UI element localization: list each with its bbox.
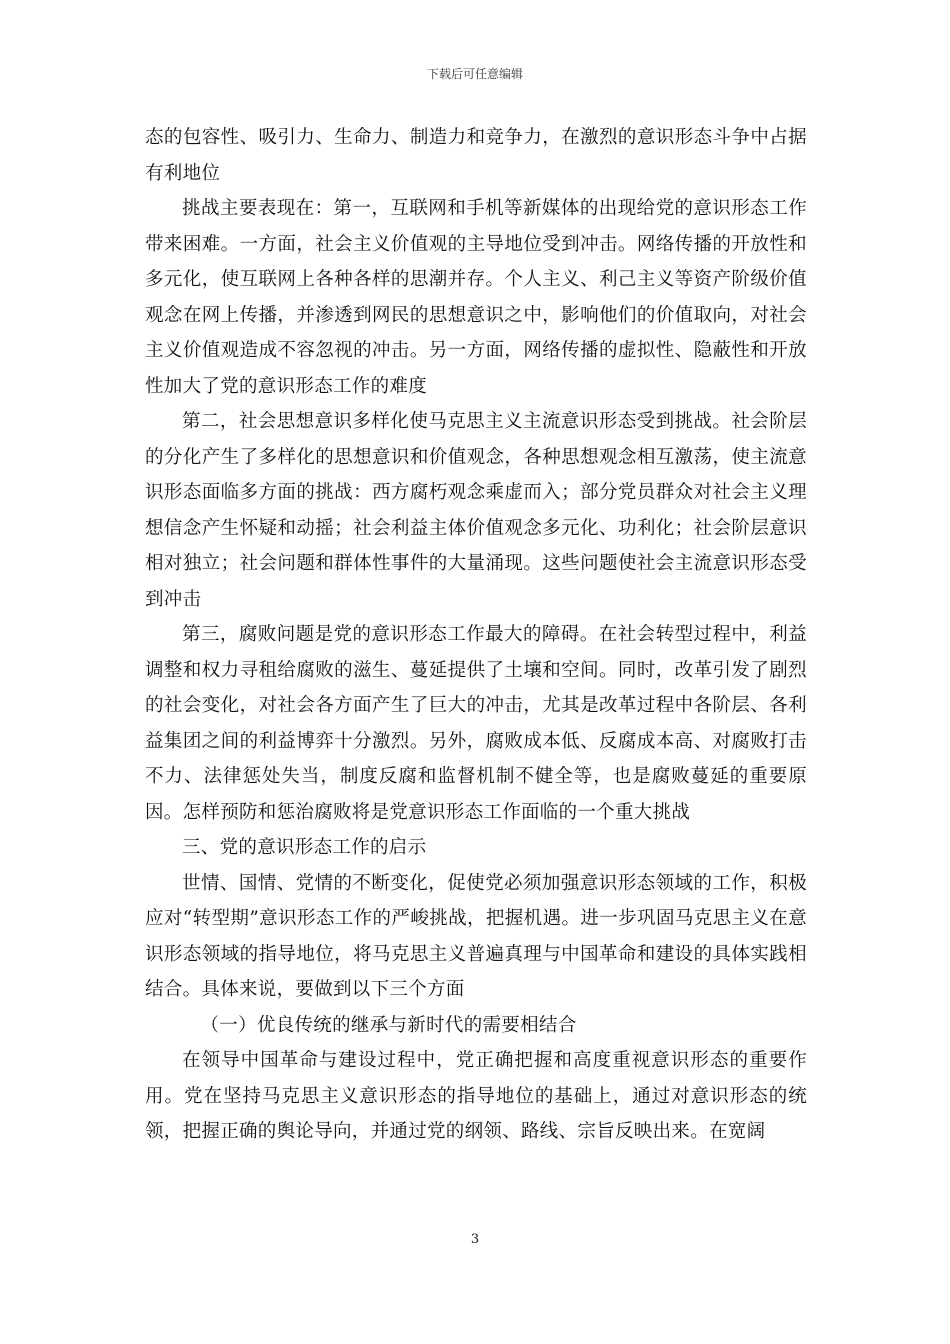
paragraph-challenges-intro: 挑战主要表现在：第一，互联网和手机等新媒体的出现给党的意识形态工作带来困难。一方面，社会主义价值观的主导地位受到冲击。网络传播的开放性和多元化，使互联网上各种各样的思潮并存。个人主义、利己主义等资产阶级价值观念在网上传播，并渗透到网民的思想意识之中，影响他们的价值取向，对社会主义价值观造成不容忽视的冲击。另一方面，网络传播的虚拟性、隐蔽性和开放性加大了党的意识形态工作的难度 — [145, 198, 807, 397]
page-number: 3 — [470, 1232, 480, 1247]
document-body — [145, 120, 807, 1150]
paragraph-third-challenge: 第三，腐败问题是党的意识形态工作最大的障碍。在社会转型过程中，利益调整和权力寻租给腐败的滋生、蔓延提供了土壤和空间。同时，改革引发了剧烈的社会变化，对社会各方面产生了巨大的冲击，尤其是改革过程中各阶层、各利益集团之间的利益博弈十分激烈。另外，腐败成本低、反腐成本高、对腐败打击不力、法律惩处失当，制度反腐和监督机制不健全等，也是腐败蔓延的重要原因。怎样预防和惩治腐败将是党意识形态工作面临的一个重大挑战 — [145, 624, 807, 823]
subsection-heading: （一）优良传统的继承与新时代的需要相结合 — [200, 1014, 577, 1036]
paragraph-subsection-body: 在领导中国革命与建设过程中，党正确把握和高度重视意识形态的重要作用。党在坚持马克思主义意识形态的指导地位的基础上，通过对意识形态的统领，把握正确的舆论导向，并通过党的纲领、路线、宗旨反映出来。在宽阔 — [145, 1050, 807, 1142]
paragraph-section-intro: 世情、国情、党情的不断变化，促使党必须加强意识形态领域的工作，积极应对“转型期”意识形态工作的严峻挑战，把握机遇。进一步巩固马克思主义在意识形态领域的指导地位，将马克思主义普遍真理与中国革命和建设的具体实践相结合。具体来说，要做到以下三个方面 — [145, 872, 807, 1000]
section-heading: 三、党的意识形态工作的启示 — [182, 837, 427, 858]
paragraph-continuation: 态的包容性、吸引力、生命力、制造力和竞争力，在激烈的意识形态斗争中占据有利地位 — [145, 127, 807, 184]
page-header: 下载后可任意编辑 — [426, 67, 523, 81]
paragraph-second-challenge: 第二，社会思想意识多样化使马克思主义主流意识形态受到挑战。社会阶层的分化产生了多样化的思想意识和价值观念，各种思想观念相互激荡，使主流意识形态面临多方面的挑战：西方腐朽观念乘虚而入；部分党员群众对社会主义理想信念产生怀疑和动摇；社会利益主体价值观念多元化、功利化；社会阶层意识相对独立；社会问题和群体性事件的大量涌现。这些问题使社会主流意识形态受到冲击 — [145, 411, 807, 610]
